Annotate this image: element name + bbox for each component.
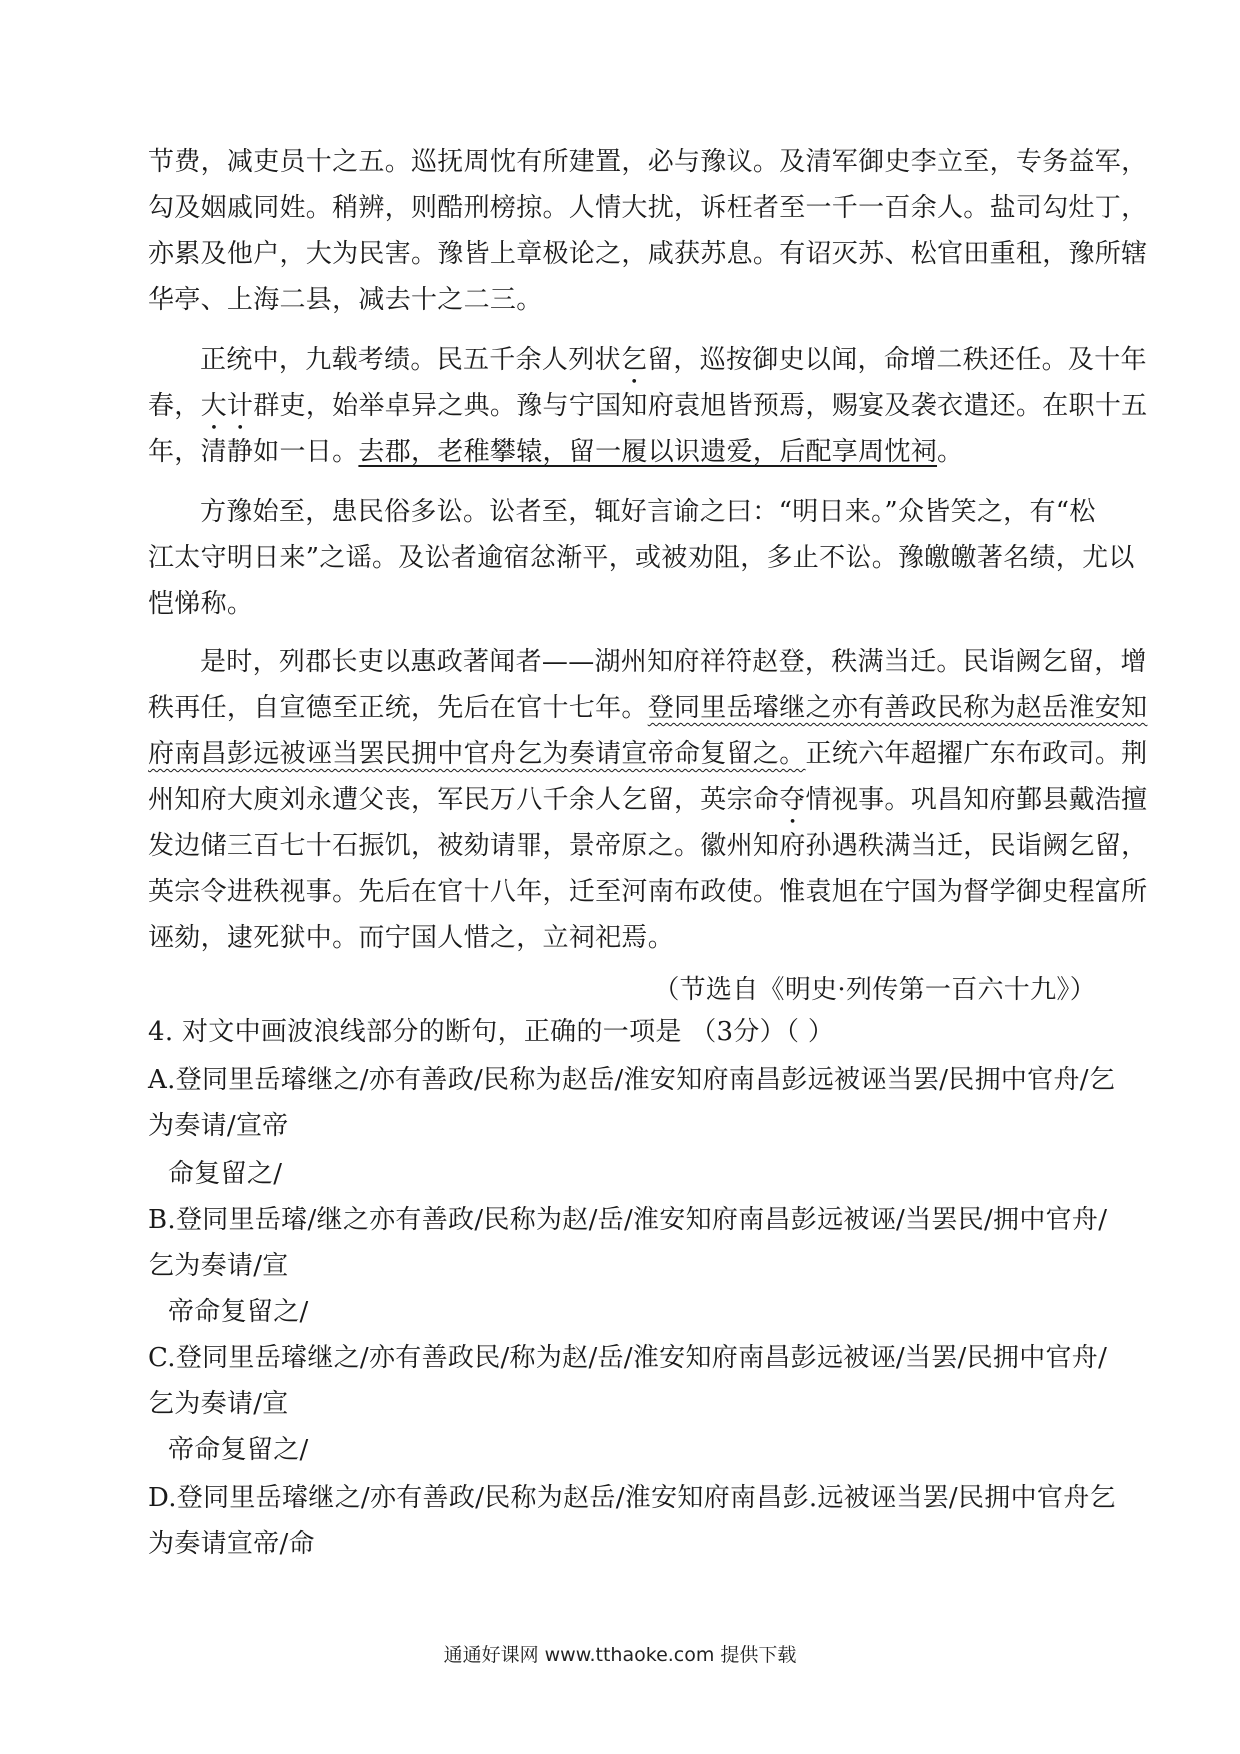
page-footer: 通通好课网 www.tthaoke.com 提供下载	[443, 1644, 797, 1666]
option-c-line: C.登同里岳璿继之/亦有善政民/称为赵/岳/淮安知府南昌彭远被诬/当罢/民拥中官舟/	[148, 1343, 1108, 1373]
option-a-line: 为奏请/宣帝	[148, 1111, 289, 1141]
option-b-line: 乞为奏请/宣	[148, 1251, 289, 1281]
option-d-line: 为奏请宣帝/命	[148, 1529, 315, 1559]
passage-line	[148, 780, 1147, 820]
text-run: 正统中，九载考绩。民五千余人列状	[200, 345, 621, 375]
text-run: 情视事。巩昌知府鄞县戴浩擅	[805, 785, 1148, 815]
question-stem: 4. 对文中画波浪线部分的断句，正确的一项是 （3分）（ ）	[148, 1017, 835, 1047]
passage-line: 发边储三百七十石振饥，被劾请罪，景帝原之。徽州知府孙遇秩满当迁，民诣阙乞留，	[148, 831, 1148, 861]
text-run: 年，清静如一日。	[148, 437, 359, 467]
passage-line	[148, 386, 1147, 426]
dotted-emphasis-word: 夺	[779, 785, 806, 815]
dotted-emphasis-word: 大计	[200, 391, 254, 421]
passage-line: 英宗令进秩视事。先后在官十八年，迁至河南布政使。惟袁旭在宁国为督学御史程富所	[148, 877, 1148, 907]
option-b-line: 帝命复留之/	[168, 1297, 309, 1327]
passage-line	[148, 688, 1147, 728]
text-run: 留，巡按御史以闻，命增二秩还任。及十年	[647, 345, 1147, 375]
option-d-line: D.登同里岳璿继之/亦有善政/民称为赵岳/淮安知府南昌彭.远被诬当罢/民拥中官舟乞	[148, 1483, 1116, 1513]
option-c-line: 乞为奏请/宣	[148, 1389, 289, 1419]
text-run: 。	[937, 437, 964, 467]
option-a-line: 命复留之/	[168, 1159, 283, 1189]
passage-line: 华亭、上海二县，减去十之二三。	[148, 285, 543, 315]
passage-line: 节费，减吏员十之五。巡抚周忱有所建置，必与豫议。及清军御史李立至，专务益军，	[148, 147, 1148, 177]
passage-line: 江太守明日来”之谣。及讼者逾宿忿渐平，或被劝阻，多止不讼。豫皦皦著名绩，尤以	[148, 543, 1135, 573]
option-b-line: B.登同里岳璿/继之亦有善政/民称为赵/岳/淮安知府南昌彭远被诬/当罢民/拥中官舟/	[148, 1205, 1108, 1235]
text-run: 群吏，始举卓异之典。豫与宁国知府袁旭皆预焉，赐宴及袭衣遣还。在职十五	[253, 391, 1148, 421]
passage-line: 是时，列郡长吏以惠政著闻者——湖州知府祥符赵登，秩满当迁。民诣阙乞留，增	[200, 647, 1147, 677]
passage-line: 方豫始至，患民俗多讼。讼者至，辄好言谕之曰：“明日来。”众皆笑之，有“松	[200, 497, 1096, 527]
passage-line	[148, 432, 963, 472]
passage-line	[200, 340, 1147, 380]
passage-line	[148, 734, 1147, 774]
passage-line: 诬劾，逮死狱中。而宁国人惜之，立祠祀焉。	[148, 923, 675, 953]
text-run: 春，	[148, 391, 201, 421]
option-c-line: 帝命复留之/	[168, 1435, 309, 1465]
dotted-emphasis-word: 乞	[620, 345, 648, 375]
underlined-sentence: 去郡，老稚攀辕，留一履以识遗爱，后配享周忱祠	[358, 437, 938, 467]
text-run: 秩再任，自宣德至正统，先后在官十七年。	[148, 693, 648, 723]
option-a-line: A.登同里岳璿继之/亦有善政/民称为赵岳/淮安知府南昌彭远被诬当罢/民拥中官舟/乞	[148, 1065, 1116, 1095]
source-citation: （节选自《明史·列传第一百六十九》）	[653, 975, 1096, 1005]
wavy-underlined-text: 登同里岳璿继之亦有善政民称为赵岳淮安知	[647, 693, 1148, 723]
passage-line: 勾及姻戚同姓。稍辨，则酷刑榜掠。人情大扰，诉枉者至一千一百余人。盐司勾灶丁，	[148, 193, 1148, 223]
text-run: 正统六年超擢广东布政司。荆	[805, 739, 1148, 769]
wavy-underlined-text: 府南昌彭远被诬当罢民拥中官舟乞为奏请宣帝命复留之。	[148, 739, 806, 769]
passage-line: 亦累及他户，大为民害。豫皆上章极论之，咸获苏息。有诏灭苏、松官田重租，豫所辖	[148, 239, 1148, 269]
passage-line: 恺悌称。	[148, 589, 254, 619]
text-run: 州知府大庾刘永遭父丧，军民万八千余人乞留，英宗命	[148, 785, 780, 815]
